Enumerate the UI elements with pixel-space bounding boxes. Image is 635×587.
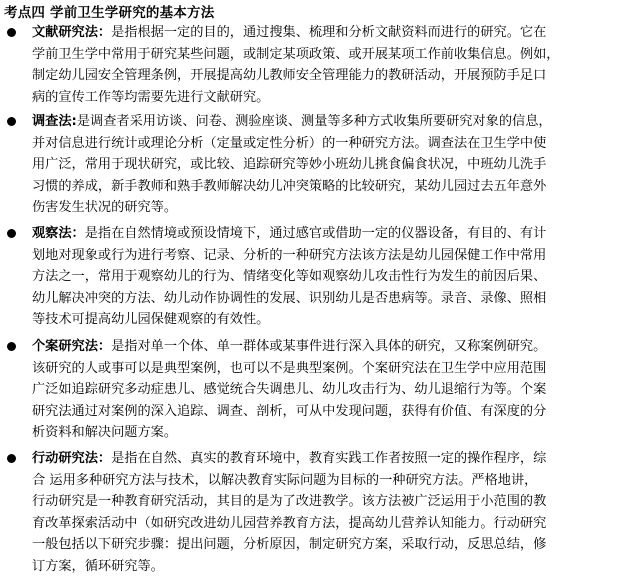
page-title: 考点四 学前卫生学研究的基本方法 [4, 5, 215, 21]
line-text: 是指对单一个体、单一群体或某事件进行深入具体的研究，又称案例研究。 [111, 339, 547, 354]
paragraph-line [32, 87, 269, 108]
method-term: 观察法： [32, 226, 85, 241]
line-text: 育改革探索活动中（如研究改进幼儿园营养教育方法，提高幼儿营养认知能力。行动研究 [32, 515, 547, 531]
line-text: 幼儿解决冲突的方法、幼儿动作协调性的发展、识别幼儿是否患病等。录音、录像、照相 [32, 290, 547, 306]
line-text: 合 运用多种研究方法与技术，以解决教育实际问题为目标的一种研究方法。严格地讲， [32, 472, 538, 488]
paragraph-line [32, 513, 546, 534]
method-term: 调查法: [32, 114, 77, 129]
paragraph-line [32, 534, 546, 555]
paragraph-line [32, 288, 546, 309]
paragraph-line [32, 22, 546, 43]
line-text: 病的宣传工作等均需要先进行文献研究。 [32, 89, 270, 105]
line-text: 是指在自然情境或预设情境下，通过感官或借助一定的仪器设备，有目的、有计 [84, 226, 547, 241]
line-text: 是调查者采用访谈、问卷、测验座谈、测量等多种方式收集所要研究对象的信息， [76, 114, 552, 129]
line-text: 该研究的人或事可以是典型案例，也可以不是典型案例。个案研究法在卫生学中应用范围 [32, 360, 547, 376]
paragraph-line [32, 401, 546, 422]
paragraph-line [32, 491, 546, 512]
paragraph-line [32, 336, 546, 357]
line-text: 学前卫生学中常用于研究某些问题，或制定某项政策、或开展某项工作前收集信息。例如， [32, 46, 560, 62]
paragraph-line [32, 309, 269, 330]
bullet-icon [7, 229, 16, 238]
line-text: 伤害发生状况的研究等。 [32, 200, 178, 215]
line-text: 析资料和解决问题方案。 [32, 425, 178, 440]
line-text: 习惯的养成，新手教师和熟手教师解决幼儿冲突策略的比较研究，某幼儿园过去五年意外 [32, 178, 547, 194]
line-text: 一般包括以下研究步骤：提出问题，分析原因，制定研究方案，采取行动，反思总结，修 [32, 537, 547, 552]
line-text: 方法之一，常用于观察幼儿的行为、情绪变化等如观察幼儿攻击性行为发生的前因后果、 [32, 269, 547, 284]
method-term: 个案研究法： [32, 339, 112, 354]
bullet-icon [7, 117, 16, 126]
method-term: 文献研究法： [32, 25, 112, 40]
paragraph-line [32, 197, 177, 218]
paragraph-line [32, 358, 546, 379]
paragraph-line [32, 422, 177, 443]
paragraph-line [32, 379, 546, 400]
line-text: 订方案，循环研究等。 [32, 558, 164, 574]
paragraph-line [32, 245, 546, 266]
paragraph-line [32, 65, 546, 86]
paragraph-line [32, 266, 546, 287]
line-text: 等技术可提高幼儿园保健观察的有效性。 [32, 312, 270, 327]
method-term: 行动研究法： [32, 451, 112, 466]
paragraph-line [32, 154, 546, 175]
line-text: 制定幼儿园安全管理条例，开展提高幼儿教师安全管理能力的教研活动，开展预防手足口 [32, 68, 547, 83]
paragraph-line [32, 133, 546, 154]
line-text: 广泛如追踪研究多动症患儿、感觉统合失调患儿、幼儿攻击行为、幼儿退缩行为等。个案 [32, 382, 547, 397]
paragraph-line [32, 111, 552, 132]
paragraph-line [32, 448, 546, 469]
paragraph-line [32, 223, 546, 244]
bullet-icon [7, 342, 16, 351]
paragraph-line [32, 470, 537, 491]
paragraph-line [32, 176, 546, 197]
paragraph-line [32, 44, 560, 65]
bullet-icon [7, 454, 16, 463]
line-text: 用广泛，常用于现状研究，或比较、追踪研究等妙小班幼儿挑食偏食状况，中班幼儿洗手 [32, 157, 547, 172]
line-text: 是指根据一定的目的，通过搜集、梳理和分析文献资料而进行的研究。它在 [111, 25, 547, 40]
bullet-icon [7, 28, 16, 37]
paragraph-line [32, 556, 164, 577]
line-text: 并对信息进行统计或理论分析（定量或定性分析）的一种研究方法。调查法在卫生学中使 [32, 135, 547, 151]
line-text: 是指在自然、真实的教育环境中，教育实践工作者按照一定的操作程序，综 [111, 451, 547, 466]
line-text: 划地对现象或行为进行考察、记录、分析的一种研究方法该方法是幼儿园保健工作中常用 [32, 247, 547, 263]
line-text: 研究法通过对案例的深入追踪、调查、剖析，可从中发现问题，获得有价值、有深度的分 [32, 403, 547, 419]
line-text: 行动研究是一种教育研究活动，其目的是为了改进教学。该方法被广泛运用于小范围的教 [32, 494, 547, 509]
